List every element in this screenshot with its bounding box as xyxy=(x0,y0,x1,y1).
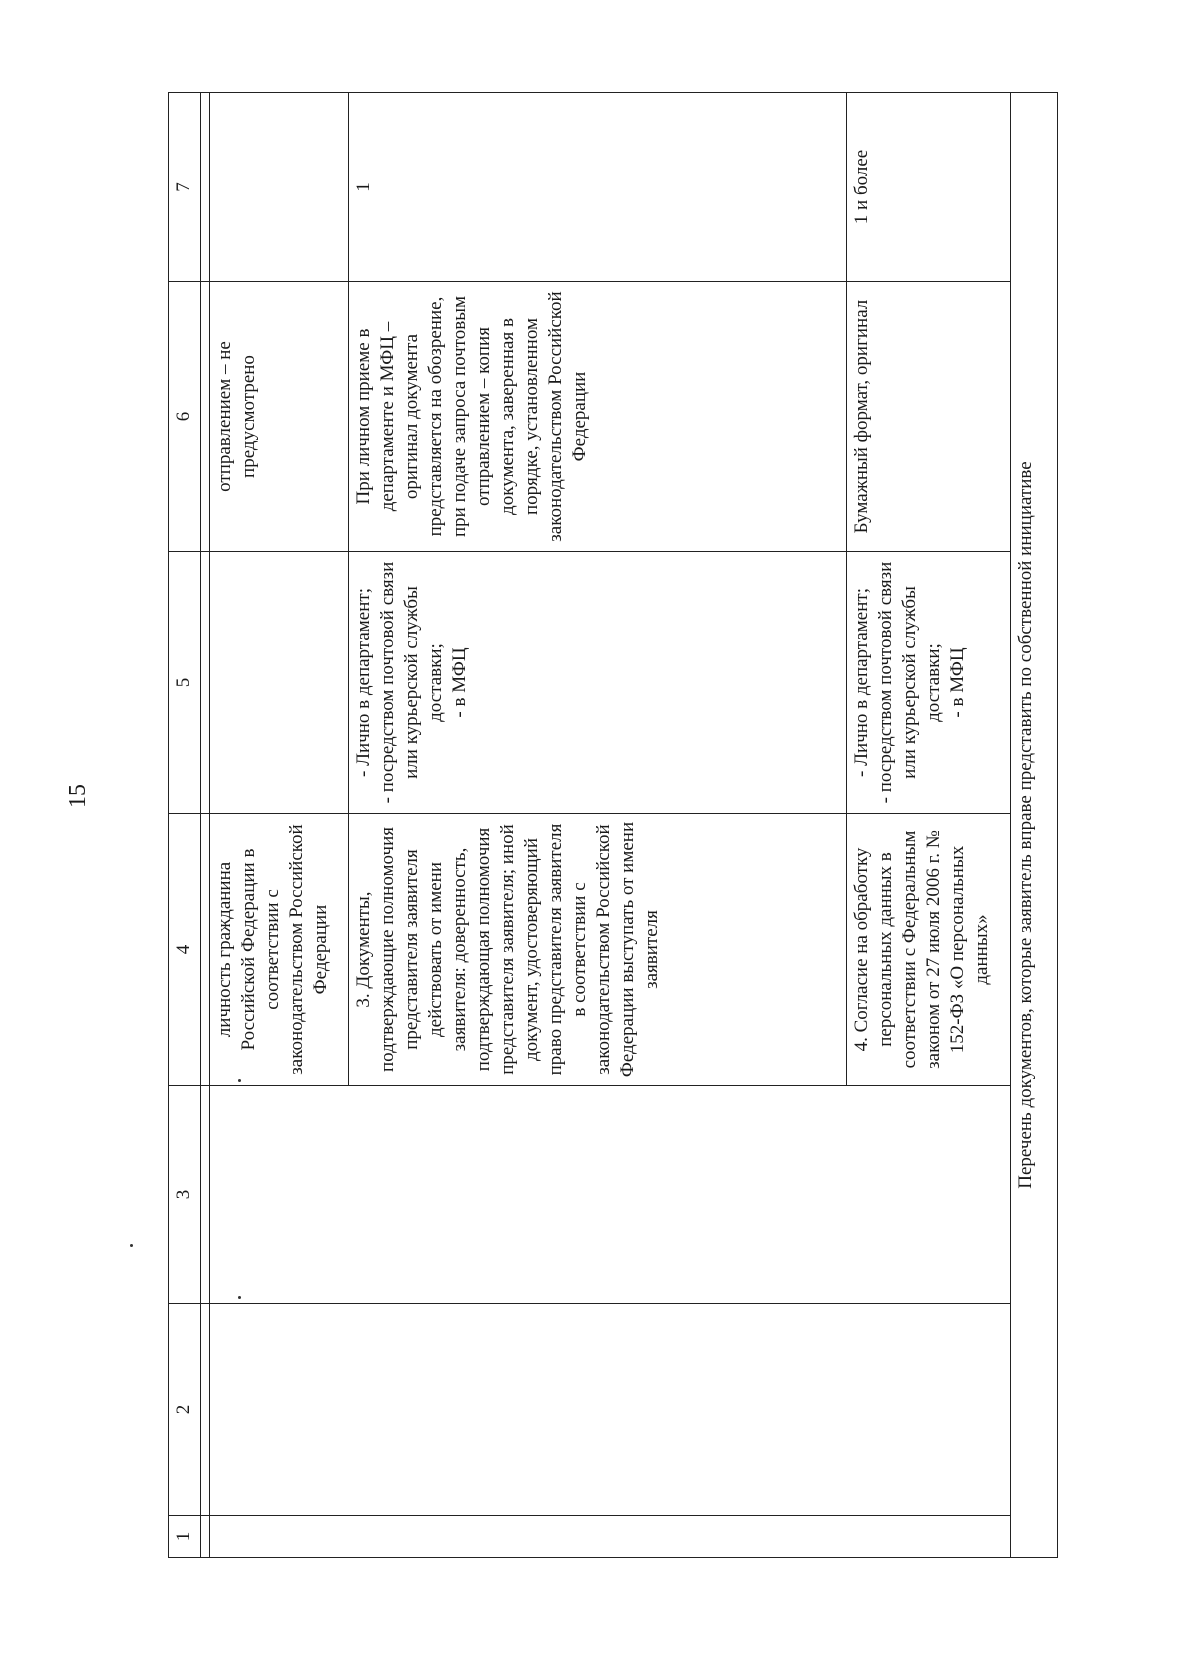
column-header: 6 xyxy=(169,282,201,552)
format-cell: отправлением – не предусмотрено xyxy=(210,282,348,552)
submission-method-cell xyxy=(210,552,348,814)
section-heading-row xyxy=(1011,93,1058,1558)
submission-method-cell xyxy=(348,552,846,814)
submission-method-item: - посредством почтовой связи или курьерской службы доставки; xyxy=(874,561,944,804)
section-heading: Перечень документов, которые заявитель вправе представить по собственной инициативе xyxy=(1011,93,1058,1558)
document-name-cell: 4. Согласие на обработку персональных данных в соответствии с Федеральным законом от 27 июля 2006 г. № 152-ФЗ «О персональных данных» xyxy=(846,814,1010,1086)
spacer-row xyxy=(200,93,210,1558)
submission-method-item: - посредством почтовой связи или курьерской службы доставки; xyxy=(376,561,446,804)
column-header: 3 xyxy=(169,1086,201,1304)
submission-method-item: - Лично в департамент; xyxy=(352,588,374,777)
table-cell xyxy=(210,1516,1011,1558)
column-header: 7 xyxy=(169,93,201,282)
table-cell xyxy=(210,1086,1011,1304)
column-header: 4 xyxy=(169,814,201,1086)
rotated-table-frame xyxy=(168,93,1058,1558)
format-cell: Бумажный формат, оригинал xyxy=(846,282,1010,552)
submission-method-cell xyxy=(846,552,1010,814)
column-number-row xyxy=(169,93,201,1558)
column-header: 2 xyxy=(169,1304,201,1516)
count-cell: 1 и более xyxy=(846,93,1010,282)
format-cell: При личном приеме в департаменте и МФЦ – оригинал документа представляется на обозрение, при подаче запроса почтовым отправлением – копия документа, заверенная в порядке, установленном законодательством Российской Федерации xyxy=(348,282,846,552)
count-cell xyxy=(210,93,348,282)
column-header: 5 xyxy=(169,552,201,814)
documents-table xyxy=(168,92,1058,1558)
column-header: 1 xyxy=(169,1516,201,1558)
document-name-cell: 3. Документы, подтверждающие полномочия представителя заявителя действовать от имени заявителя: доверенность, подтверждающая полномочия представителя заявителя; иной документ, удостоверяющий право представителя заявителя в соответствии с законодательством Российской Федерации выступать от имени заявителя xyxy=(348,814,846,1086)
submission-method-item: - в МФЦ xyxy=(946,647,968,718)
table-cell xyxy=(210,1304,1011,1516)
document-name-cell: личность гражданина Российской Федерации в соответствии с законодательством Российской Федерации xyxy=(210,814,348,1086)
scan-speck xyxy=(130,1244,133,1247)
submission-method-item: - Лично в департамент; xyxy=(850,588,872,777)
count-cell: 1 xyxy=(348,93,846,282)
table-row xyxy=(210,93,348,1558)
submission-method-item: - в МФЦ xyxy=(448,647,470,718)
page-number: 15 xyxy=(65,784,91,808)
